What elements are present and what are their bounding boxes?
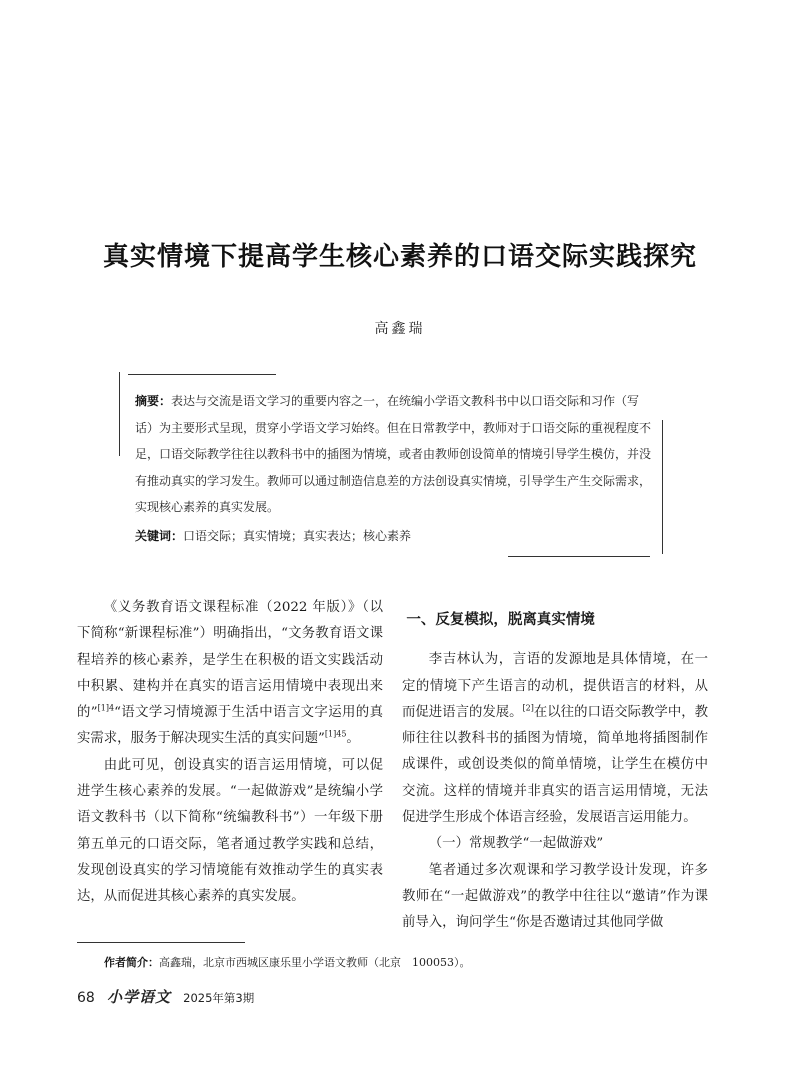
keywords-text: 口语交际；真实情境；真实表达；核心素养: [183, 528, 412, 543]
body-paragraph: [402, 647, 708, 831]
keywords-line: [135, 523, 655, 550]
article-title: 真实情境下提高学生核心素养的口语交际实践探究: [102, 242, 697, 272]
footnote-text: 高鑫瑞，北京市西城区康乐里小学语文教师（北京 100053）。: [159, 956, 471, 969]
abstract-text: 表达与交流是语文学习的重要内容之一，在统编小学语文教科书中以口语交际和习作（写话）为主要形式呈现，贯穿小学语文学习始终。但在日常教学中，教师对于口语交际的重视程度不足，口语交际教学往往以教科书中的插图为情境，或者由教师创设简单的情境引导学生模仿，并没有推动真实的学习发生。教师可以通过制造信息差的方法创设真实情境，引导学生产生交际需求，实现核心素养的真实发展。: [135, 394, 652, 514]
body-column-right: [402, 595, 708, 937]
abstract-right-rule: [662, 420, 663, 554]
page-footer: [77, 986, 254, 1007]
author-name: 高鑫瑞: [374, 321, 426, 337]
body-text: “语文学习情境源于生活中语言文字运用的真实需求，服务于解决现实生活的真实问题”: [77, 705, 383, 747]
section-heading: 一、反复模拟，脱离真实情境: [406, 612, 595, 628]
journal-name: 小学语文: [106, 988, 171, 1006]
issue-label: 2025年第3期: [183, 991, 255, 1005]
body-text: 在以往的口语交际教学中，教师往往以教科书的插图为情境，简单地将插图制作成课件，或创设类似的简单情境，让学生在模仿中交流。这样的情境并非真实的语言运用情境，无法促进学生形成个体语言经验，发展语言运用能力。: [402, 704, 709, 826]
abstract-label: 摘要：: [135, 394, 172, 408]
subsection-heading: （一）常规教学“一起做游戏”: [428, 836, 604, 852]
footnote-label: 作者简介：: [104, 956, 159, 969]
footnote-rule: [77, 942, 245, 943]
body-text: 。: [346, 731, 360, 747]
keywords-label: 关键词：: [135, 528, 184, 543]
abstract-block: [135, 388, 655, 549]
body-text: 李吉林认为，言语的发源地是具体情境，在一定的情境下产生语言的动机，提供语言的材料，从而促进语言的发展。: [402, 652, 708, 720]
abstract-paragraph: [135, 388, 655, 521]
author-footnote: [104, 954, 471, 970]
abstract-bottom-rule: [508, 556, 650, 557]
body-paragraph: 由此可见，创设真实的语言运用情境，可以促进学生核心素养的发展。“一起做游戏”是统编小学语文教科书（以下简称“统编教科书”）一年级下册第五单元的口语交际，笔者通过教学实践和总结，发现创设真实的学习情境能有效推动学生的真实表达，从而促进其核心素养的真实发展。: [77, 757, 383, 905]
abstract-top-rule: [128, 374, 276, 375]
body-paragraph: 笔者通过多次观课和学习教学设计发现，许多教师在“一起做游戏”的教学中往往以“邀请”作为课前导入，询问学生“你是否邀请过其他同学做: [402, 862, 708, 931]
body-paragraph: [77, 595, 383, 753]
body-column-left: [77, 595, 383, 911]
page-number: 68: [77, 990, 95, 1006]
abstract-left-rule: [119, 372, 120, 456]
citation-ref: [1]4: [97, 703, 115, 713]
body-text: 《义务教育语文课程标准（2022 年版）》（以下简称“新课程标准”）明确指出，“文务教育语文课程培养的核心素养，是学生在积极的语文实践活动中积累、建构并在真实的语言运用情境中表现出来的”: [77, 600, 383, 721]
citation-ref: [2]: [522, 703, 534, 713]
citation-ref: [1]45: [324, 730, 347, 740]
